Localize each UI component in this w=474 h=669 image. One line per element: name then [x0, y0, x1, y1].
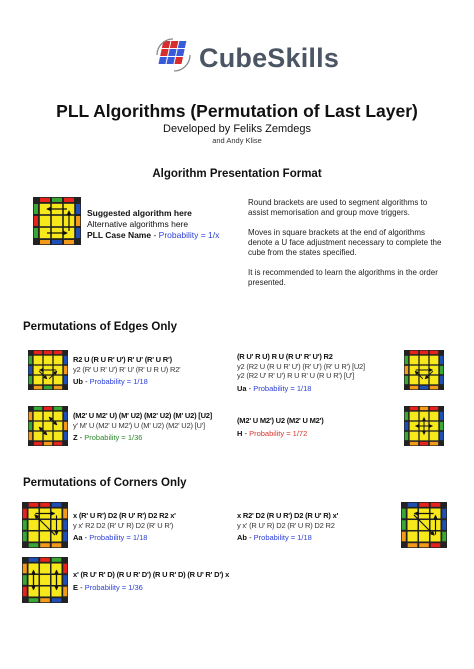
- aa-algorithm: x (R' U R') D2 (R U' R') D2 R2 x': [73, 511, 176, 520]
- top-sticker: [54, 432, 63, 441]
- ab-alternative: y x' (R U' R) D2 (R' U R) D2 R2: [237, 520, 335, 530]
- side-sticker: [405, 366, 409, 374]
- side-sticker: [64, 376, 68, 384]
- side-sticker: [54, 351, 62, 355]
- top-sticker: [54, 376, 63, 385]
- top-sticker: [54, 412, 63, 421]
- cube-logo-icon: [153, 38, 193, 72]
- side-sticker: [63, 509, 67, 519]
- ua-alternative-2: y2 (R2 U' R' U') R U R' U (R U R') [U']: [237, 371, 355, 380]
- top-sticker: [410, 432, 419, 441]
- side-sticker: [76, 204, 80, 214]
- side-sticker: [440, 356, 444, 364]
- side-sticker: [23, 575, 27, 585]
- top-sticker: [430, 432, 439, 441]
- note-brackets: Round brackets are used to segment algorithms to assist memorisation and group move triggers.: [248, 198, 428, 217]
- pll-diagram-e: [22, 557, 68, 603]
- top-sticker: [410, 412, 419, 421]
- top-sticker: [34, 412, 43, 421]
- page-subtitle: Developed by Feliks Zemdegs: [163, 123, 311, 135]
- side-sticker: [430, 386, 438, 390]
- side-sticker: [52, 598, 62, 602]
- side-sticker: [431, 503, 441, 507]
- e-case-line: E - Probability = 1/36: [73, 582, 143, 592]
- side-sticker: [64, 356, 68, 364]
- side-sticker: [63, 520, 67, 530]
- side-sticker: [64, 240, 74, 244]
- side-sticker: [54, 407, 62, 411]
- note-order: It is recommended to learn the algorithms in the order presented.: [248, 268, 438, 287]
- top-sticker: [430, 356, 439, 365]
- side-sticker: [52, 198, 62, 202]
- top-sticker: [410, 356, 419, 365]
- side-sticker: [408, 543, 418, 547]
- case-z: [73, 411, 238, 443]
- ub-case-line: Ub - Probability = 1/18: [73, 377, 148, 386]
- case-e: [73, 570, 273, 593]
- top-sticker: [52, 216, 62, 226]
- side-sticker: [23, 509, 27, 519]
- side-sticker: [40, 598, 50, 602]
- side-sticker: [34, 204, 38, 214]
- aa-alternative: y x' R2 D2 (R' U' R) D2 (R' U R'): [73, 520, 174, 530]
- side-sticker: [52, 503, 62, 507]
- side-sticker: [29, 412, 33, 420]
- ub-algorithm: R2 U (R U R' U') R' U' (R' U R'): [73, 355, 172, 364]
- top-sticker: [430, 376, 439, 385]
- side-sticker: [52, 543, 62, 547]
- top-sticker: [410, 376, 419, 385]
- ua-case-line: Ua - Probability = 1/18: [237, 383, 312, 393]
- pll-diagram-ua: [404, 350, 444, 390]
- side-sticker: [430, 442, 438, 446]
- top-sticker: [40, 587, 50, 597]
- side-sticker: [54, 442, 62, 446]
- pll-diagram-ub: [28, 350, 68, 390]
- side-sticker: [29, 558, 39, 562]
- side-sticker: [29, 366, 33, 374]
- side-sticker: [405, 376, 409, 384]
- side-sticker: [440, 422, 444, 430]
- side-sticker: [29, 422, 33, 430]
- side-sticker: [420, 386, 428, 390]
- ab-case-line: Ab - Probability = 1/18: [237, 533, 312, 542]
- top-sticker: [34, 356, 43, 365]
- side-sticker: [402, 509, 406, 519]
- side-sticker: [430, 407, 438, 411]
- format-notes: [248, 198, 448, 288]
- side-sticker: [34, 407, 42, 411]
- side-sticker: [64, 432, 68, 440]
- side-sticker: [44, 351, 52, 355]
- side-sticker: [419, 543, 429, 547]
- top-sticker: [408, 532, 418, 542]
- side-sticker: [442, 509, 446, 519]
- brand-name: CubeSkills: [199, 43, 340, 73]
- side-sticker: [29, 503, 39, 507]
- edges-heading: Permutations of Edges Only: [23, 321, 177, 333]
- side-sticker: [63, 564, 67, 574]
- side-sticker: [442, 532, 446, 542]
- corners-heading: Permutations of Corners Only: [23, 477, 187, 489]
- z-case-line: Z - Probability = 1/36: [73, 433, 143, 442]
- e-algorithm: x' (R U' R' D) (R U R' D') (R U R' D) (R U' R' D') x: [73, 570, 230, 579]
- case-name-line: PLL Case Name - Probability = 1/x: [87, 230, 220, 240]
- side-sticker: [442, 520, 446, 530]
- side-sticker: [29, 376, 33, 384]
- alternative-algorithm-text: Alternative algorithms here: [87, 219, 189, 229]
- side-sticker: [420, 407, 428, 411]
- side-sticker: [405, 356, 409, 364]
- pll-diagram-h: [404, 406, 444, 446]
- side-sticker: [34, 442, 42, 446]
- side-sticker: [29, 356, 33, 364]
- side-sticker: [44, 442, 52, 446]
- side-sticker: [405, 422, 409, 430]
- top-sticker: [408, 520, 418, 530]
- page-title: PLL Algorithms (Permutation of Last Layer): [56, 101, 418, 121]
- z-algorithm: (M2' U M2' U) (M' U2) (M2' U2) (M' U2) [U2]: [73, 411, 213, 420]
- side-sticker: [29, 598, 39, 602]
- side-sticker: [440, 412, 444, 420]
- pll-diagram-ab: [401, 502, 447, 548]
- side-sticker: [408, 503, 418, 507]
- pll-diagram-z: [28, 406, 68, 446]
- pll-case-diagram: [33, 197, 81, 245]
- format-example: [87, 208, 219, 241]
- side-sticker: [63, 532, 67, 542]
- side-sticker: [420, 351, 428, 355]
- side-sticker: [410, 442, 418, 446]
- side-sticker: [23, 532, 27, 542]
- z-alternative: y' M' U (M2' U M2') U (M' U2) (M2' U2) [U']: [73, 420, 205, 430]
- side-sticker: [44, 407, 52, 411]
- format-heading: Algorithm Presentation Format: [152, 168, 322, 180]
- side-sticker: [44, 386, 52, 390]
- top-sticker: [40, 564, 50, 574]
- side-sticker: [410, 351, 418, 355]
- top-sticker: [29, 532, 39, 542]
- case-ab: [237, 511, 397, 543]
- ua-algorithm: (R U' R U) R U (R U' R' U') R2: [237, 352, 333, 361]
- side-sticker: [402, 520, 406, 530]
- side-sticker: [63, 587, 67, 597]
- case-h: [237, 416, 397, 439]
- ub-alternative: y2 (R' U R' U') R' U' (R' U R U) R2': [73, 364, 181, 374]
- side-sticker: [405, 412, 409, 420]
- side-sticker: [34, 216, 38, 226]
- case-ua: [237, 352, 402, 394]
- side-sticker: [64, 422, 68, 430]
- side-sticker: [34, 386, 42, 390]
- case-aa: [73, 511, 238, 543]
- side-sticker: [40, 198, 50, 202]
- case-ub: [73, 355, 233, 387]
- side-sticker: [34, 351, 42, 355]
- side-sticker: [34, 228, 38, 238]
- top-sticker: [34, 432, 43, 441]
- ua-alternative-1: y2 (R2 U (R U R' U') (R' U') (R' U R') [U2]: [237, 361, 365, 371]
- side-sticker: [63, 575, 67, 585]
- side-sticker: [40, 240, 50, 244]
- side-sticker: [420, 442, 428, 446]
- pll-diagram-aa: [22, 502, 68, 548]
- side-sticker: [52, 558, 62, 562]
- side-sticker: [40, 558, 50, 562]
- side-sticker: [430, 351, 438, 355]
- side-sticker: [64, 198, 74, 202]
- side-sticker: [419, 503, 429, 507]
- h-algorithm: (M2' U M2') U2 (M2' U M2'): [237, 416, 324, 425]
- note-square-brackets: Moves in square brackets at the end of algorithms denote a U face adjustment necessary to complete the cube from the states specified.: [248, 228, 442, 257]
- side-sticker: [40, 503, 50, 507]
- side-sticker: [440, 432, 444, 440]
- ab-algorithm: x R2' D2 (R U R') D2 (R U' R) x': [237, 511, 339, 520]
- side-sticker: [23, 520, 27, 530]
- side-sticker: [405, 432, 409, 440]
- side-sticker: [76, 228, 80, 238]
- side-sticker: [52, 240, 62, 244]
- top-sticker: [29, 520, 39, 530]
- side-sticker: [29, 543, 39, 547]
- side-sticker: [410, 407, 418, 411]
- side-sticker: [64, 412, 68, 420]
- top-sticker: [40, 532, 50, 542]
- side-sticker: [54, 386, 62, 390]
- top-sticker: [34, 376, 43, 385]
- aa-case-line: Aa - Probability = 1/18: [73, 533, 148, 542]
- side-sticker: [431, 543, 441, 547]
- side-sticker: [23, 564, 27, 574]
- top-sticker: [54, 356, 63, 365]
- side-sticker: [64, 366, 68, 374]
- side-sticker: [440, 366, 444, 374]
- top-sticker: [40, 575, 50, 585]
- suggested-algorithm-text: Suggested algorithm here: [87, 208, 192, 218]
- side-sticker: [40, 543, 50, 547]
- top-sticker: [430, 412, 439, 421]
- side-sticker: [410, 386, 418, 390]
- top-sticker: [44, 356, 53, 365]
- top-sticker: [419, 532, 429, 542]
- top-sticker: [40, 216, 50, 226]
- side-sticker: [76, 216, 80, 226]
- h-case-line: H - Probability = 1/72: [237, 428, 308, 438]
- side-sticker: [23, 587, 27, 597]
- side-sticker: [402, 532, 406, 542]
- top-sticker: [420, 356, 429, 365]
- top-sticker: [44, 422, 53, 431]
- page-credit: and Andy Klise: [212, 136, 262, 145]
- side-sticker: [29, 432, 33, 440]
- side-sticker: [440, 376, 444, 384]
